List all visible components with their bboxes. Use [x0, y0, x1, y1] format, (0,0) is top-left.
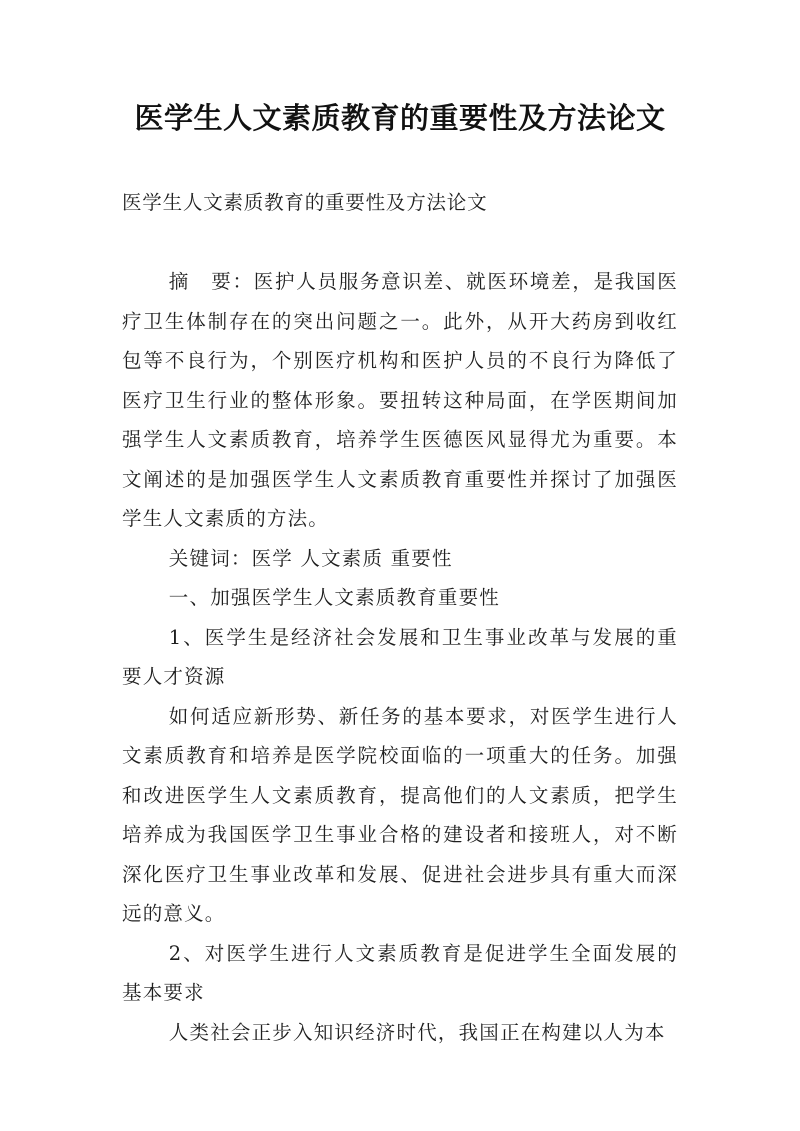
document-body: [122, 183, 678, 1052]
section-heading-1: 一、加强医学生人文素质教育重要性: [168, 586, 500, 609]
subsection-heading-1: 1、医学生是经济社会发展和卫生事业改革与发展的重要人才资源: [122, 625, 678, 688]
document-subtitle: 医学生人文素质教育的重要性及方法论文: [122, 191, 488, 214]
body-paragraph: 人类社会正步入知识经济时代，我国正在构建以人为本: [168, 1020, 666, 1044]
document-title: 医学生人文素质教育的重要性及方法论文: [134, 101, 666, 135]
keywords-line: 关键词：医学 人文素质 重要性: [168, 546, 453, 570]
subsection-heading-2: 2、对医学生进行人文素质教育是促进学生全面发展的基本要求: [122, 941, 678, 1004]
body-paragraph: 如何适应新形势、新任务的基本要求，对医学生进行人文素质教育和培养是医学院校面临的一项重大的任务。加强和改进医学生人文素质教育，提高他们的人文素质，把学生培养成为我国医学卫生事业合格的建设者和接班人，对不断深化医疗卫生事业改革和发展、促进社会进步具有重大而深远的意义。: [122, 704, 678, 925]
abstract-paragraph: 摘 要：医护人员服务意识差、就医环境差，是我国医疗卫生体制存在的突出问题之一。此外，从开大药房到收红包等不良行为，个别医疗机构和医护人员的不良行为降低了医疗卫生行业的整体形象。要扭转这种局面，在学医期间加强学生人文素质教育，培养学生医德医风显得尤为重要。本文阐述的是加强医学生人文素质教育重要性并探讨了加强医学生人文素质的方法。: [122, 270, 678, 530]
